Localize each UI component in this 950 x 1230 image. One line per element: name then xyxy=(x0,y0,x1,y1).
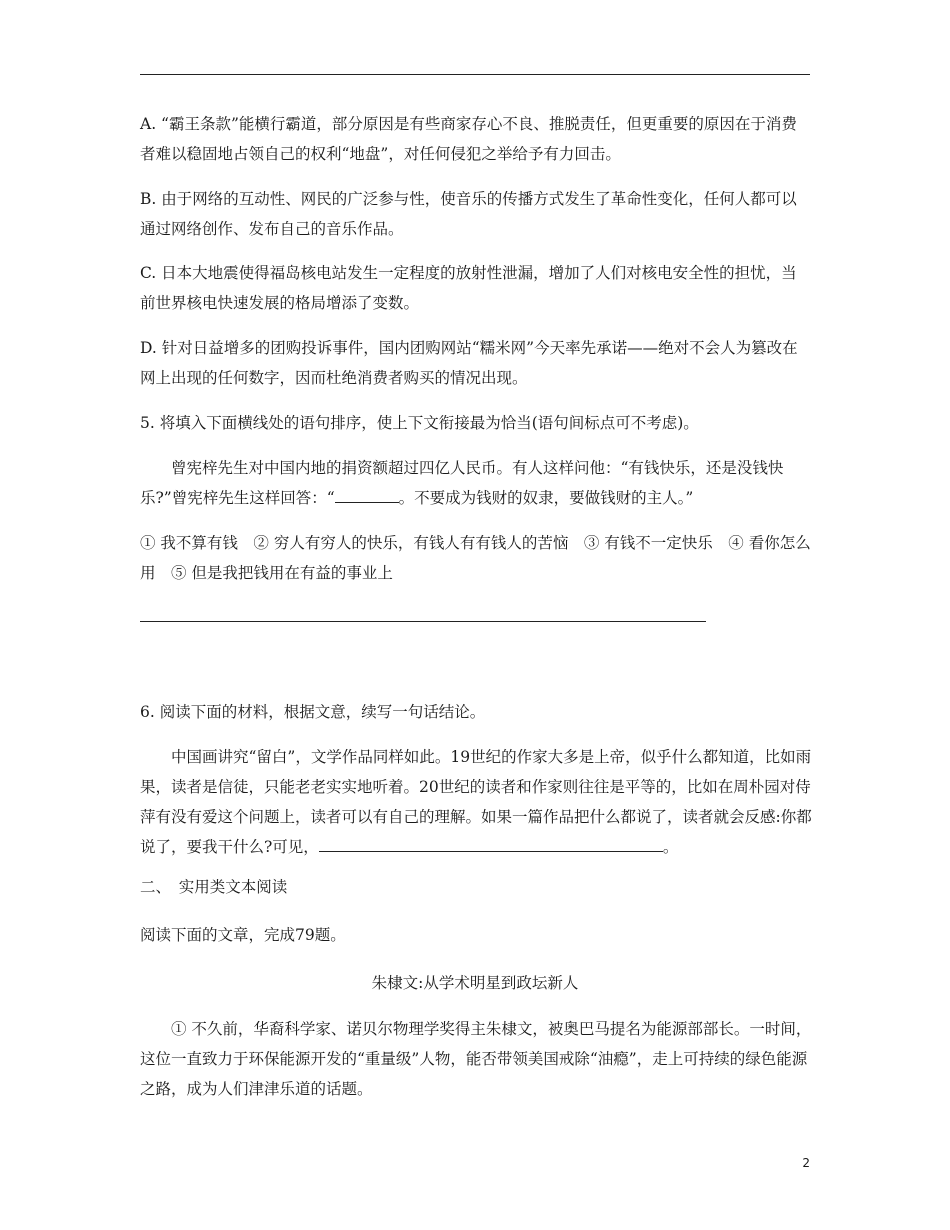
section-heading: 二、 实用类文本阅读 xyxy=(140,878,288,896)
q5-choices: ① 我不算有钱 ② 穷人有穷人的快乐，有钱人有有钱人的苦恼 ③ 有钱不一定快乐 ④ 看你怎么用 ⑤ 但是我把钱用在有益的事业上 xyxy=(140,534,811,582)
q6-end: 。 xyxy=(662,838,679,856)
q6-prompt: 6. 阅读下面的材料，根据文意，续写一句话结论。 xyxy=(140,703,486,721)
option-a: A. “霸王条款”能横行霸道，部分原因是有些商家存心不良、推脱责任，但更重要的原因在于消费者难以稳固地占领自己的权利“地盘”，对任何侵犯之举给予有力回击。 xyxy=(140,115,797,163)
q6-answer-blank[interactable] xyxy=(319,833,663,852)
article-title: 朱棣文:从学术明星到政坛新人 xyxy=(371,974,579,992)
q5-passage-before: 曾宪梓先生对中国内地的捐资额超过四亿人民币。有人这样问他：“有钱快乐，还是没钱快乐?”曾宪梓先生这样回答：“ xyxy=(140,459,784,507)
reading-instruction: 阅读下面的文章，完成79题。 xyxy=(140,926,346,944)
option-b: B. 由于网络的互动性、网民的广泛参与性，使音乐的传播方式发生了革命性变化，任何人都可以通过网络创作、发布自己的音乐作品。 xyxy=(140,190,797,238)
article-paragraph-1: ① 不久前，华裔科学家、诺贝尔物理学奖得主朱棣文，被奥巴马提名为能源部部长。一时间，这位一直致力于环保能源开发的“重量级”人物，能否带领美国戒除“油瘾”，走上可持续的绿色能源之路，成为人们津津乐道的话题。 xyxy=(140,1020,812,1098)
q5-answer-blank[interactable] xyxy=(335,484,399,503)
page-number: 2 xyxy=(802,1156,810,1170)
option-c: C. 日本大地震使得福岛核电站发生一定程度的放射性泄漏，增加了人们对核电安全性的担忧，当前世界核电快速发展的格局增添了变数。 xyxy=(140,264,797,312)
header-rule xyxy=(140,74,810,75)
q5-passage-after: 。不要成为钱财的奴隶，要做钱财的主人。” xyxy=(398,489,694,507)
q5-answer-line[interactable] xyxy=(140,621,706,622)
q5-prompt: 5. 将填入下面横线处的语句排序，使上下文衔接最为恰当(语句间标点可不考虑)。 xyxy=(140,414,699,432)
option-d: D. 针对日益增多的团购投诉事件，国内团购网站“糯米网”今天率先承诺——绝对不会人为篡改在网上出现的任何数字，因而杜绝消费者购买的情况出现。 xyxy=(140,339,798,387)
q6-passage xyxy=(140,742,812,862)
q6-passage-text: 中国画讲究“留白”，文学作品同样如此。19世纪的作家大多是上帝，似乎什么都知道，比如雨果，读者是信徒，只能老老实实地听着。20世纪的读者和作家则往往是平等的，比如在周朴园对侍萍有没有爱这个问题上，读者可以有自己的理解。如果一篇作品把什么都说了，读者就会反感:你都说了，要我干什么?可见， xyxy=(140,748,812,856)
q5-passage xyxy=(140,453,812,513)
